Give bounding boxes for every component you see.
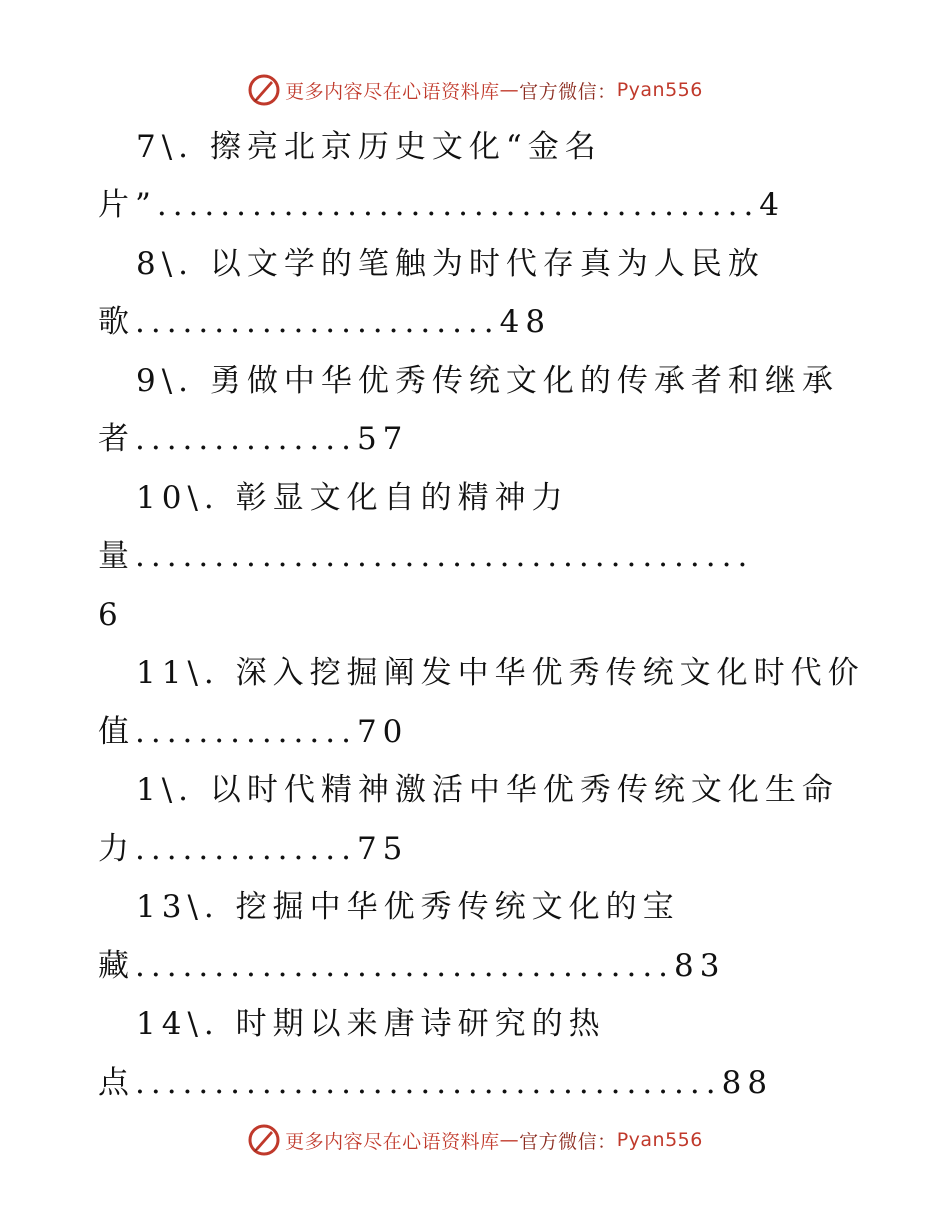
toc-entry-11-leader[interactable]: 值..............70 bbox=[98, 714, 409, 750]
toc-entry-10-title[interactable]: 10\. 彰显文化自的精神力 bbox=[136, 480, 569, 516]
toc-entry-12-leader[interactable]: 力..............75 bbox=[98, 831, 409, 867]
toc-entry-7-title[interactable]: 7\. 擦亮北京历史文化“金名 bbox=[136, 129, 602, 165]
toc-entry-8-leader[interactable]: 歌.......................48 bbox=[98, 304, 552, 340]
banner-official-text: 官方微信： bbox=[519, 1130, 617, 1153]
banner-brand-text: 更多内容尽在心语资料库 bbox=[285, 80, 500, 103]
banner-wechat-id: Pyan556 bbox=[616, 1129, 703, 1151]
banner-official-text: 官方微信： bbox=[519, 80, 617, 103]
banner-wechat-id: Pyan556 bbox=[616, 79, 703, 101]
toc-entry-9-leader[interactable]: 者..............57 bbox=[98, 421, 409, 457]
toc-entry-12-title[interactable]: 1\. 以时代精神激活中华优秀传统文化生命 bbox=[136, 772, 839, 808]
toc-entry-13-leader[interactable]: 藏..................................83 bbox=[98, 948, 726, 984]
toc-entry-7-leader[interactable]: 片”......................................4 bbox=[98, 187, 786, 223]
banner-dash: — bbox=[499, 79, 520, 101]
toc-entry-9-title[interactable]: 9\. 勇做中华优秀传统文化的传承者和继承 bbox=[136, 363, 839, 399]
toc-entry-14-leader[interactable]: 点.....................................88 bbox=[98, 1065, 774, 1101]
toc-entry-14-title[interactable]: 14\. 时期以来唐诗研究的热 bbox=[136, 1006, 606, 1042]
toc-entry-13-title[interactable]: 13\. 挖掘中华优秀传统文化的宝 bbox=[136, 889, 680, 925]
toc-entry-10-page[interactable]: 6 bbox=[98, 597, 124, 633]
banner-dash: — bbox=[499, 1129, 520, 1151]
banner-brand-text: 更多内容尽在心语资料库 bbox=[285, 1130, 500, 1153]
quill-pen-circle-icon bbox=[247, 1123, 281, 1157]
footer-banner bbox=[0, 1120, 950, 1160]
toc-entry-10-leader[interactable]: 量....................................... bbox=[98, 538, 754, 574]
toc-entry-8-title[interactable]: 8\. 以文学的笔触为时代存真为人民放 bbox=[136, 246, 765, 282]
toc-entry-11-title[interactable]: 11\. 深入挖掘阐发中华优秀传统文化时代价 bbox=[136, 655, 865, 691]
